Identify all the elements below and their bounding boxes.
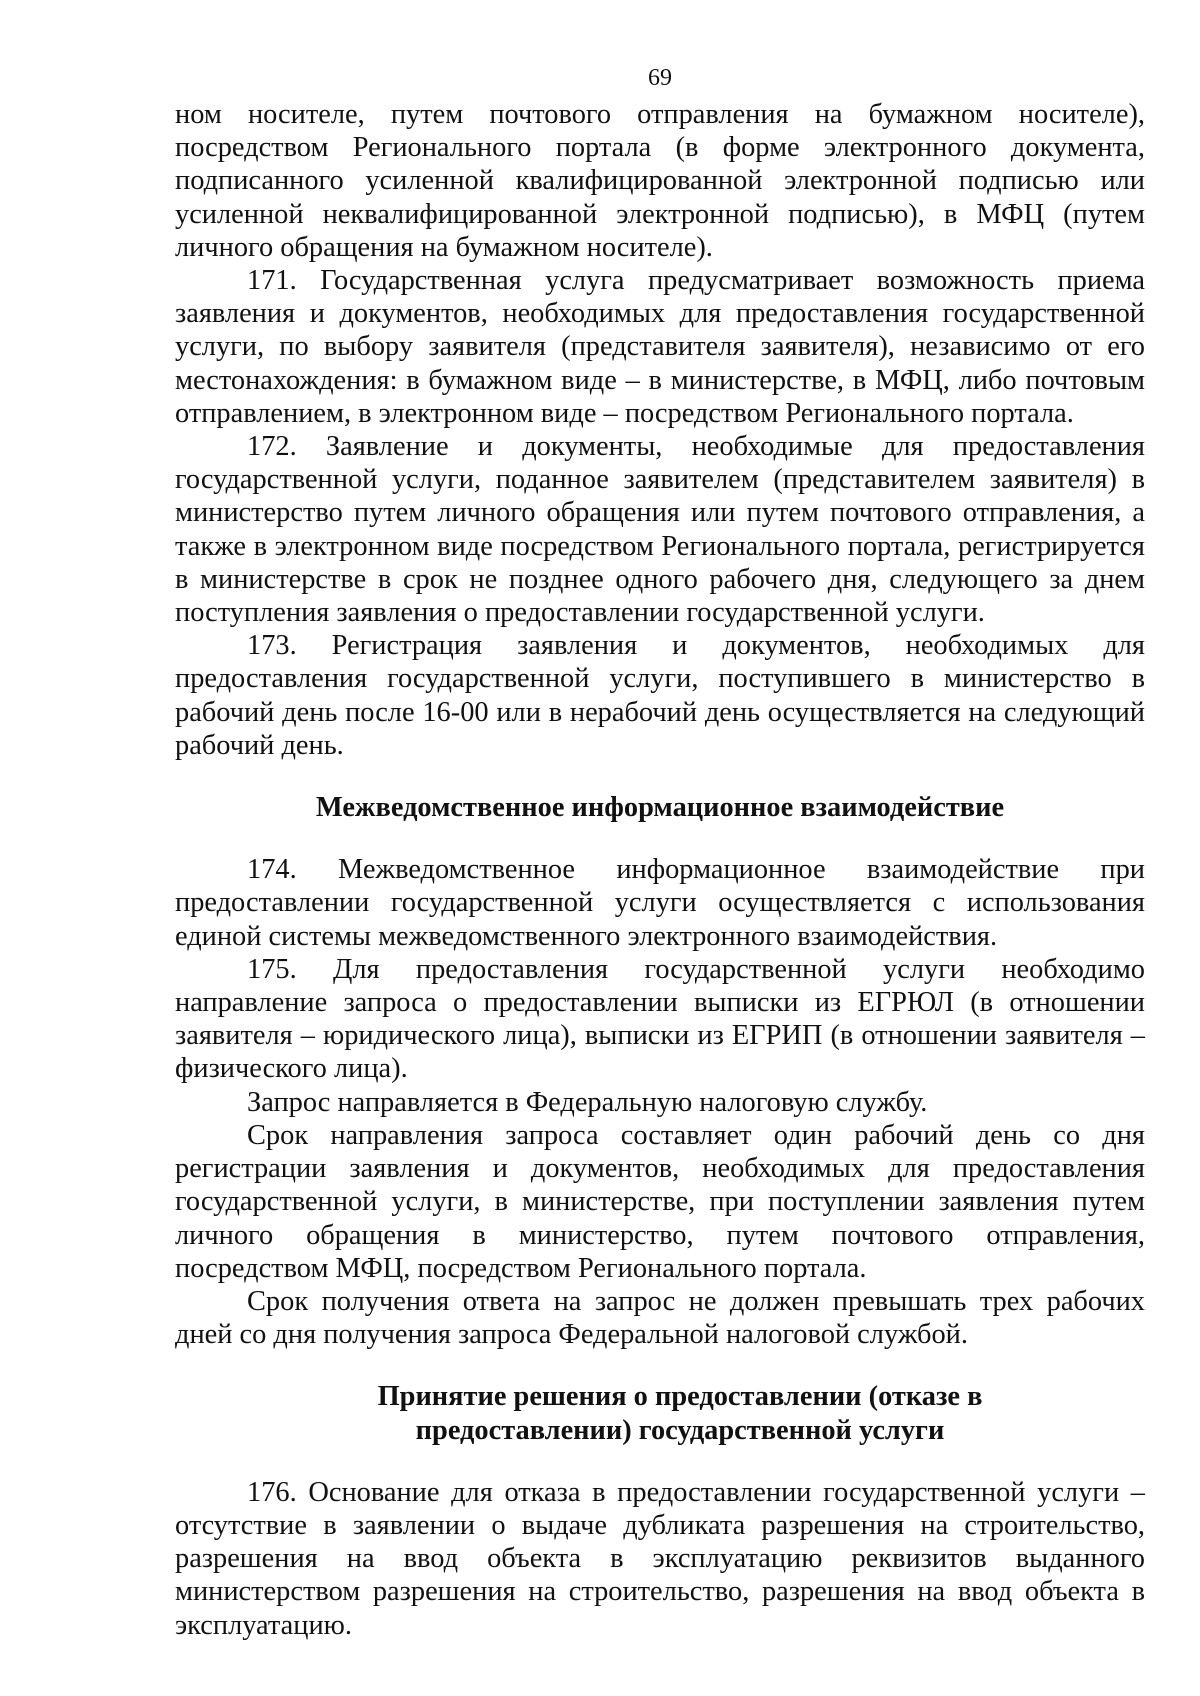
- section-heading-decision: [175, 1380, 1145, 1446]
- paragraph-172: 172. Заявление и документы, необходимые для предоставления государственной услуги, поданное заявителем (представителем заявителя) в министерство путем личного обращения или путем почтового отправления, а также в электронном виде посредством Регионального портала, регистрируется в министерстве в срок не позднее одного рабочего дня, следующего за днем поступления заявления о предоставлении государственной услуги.: [175, 431, 1145, 629]
- paragraph-174: 174. Межведомственное информационное взаимодействие при предоставлении государственной услуги осуществляется с использования единой системы межведомственного электронного взаимодействия.: [175, 854, 1145, 952]
- section-heading-decision-line-2: предоставлении) государственной услуги: [415, 1414, 945, 1446]
- paragraph-response-deadline: Срок получения ответа на запрос не должен превышать трех рабочих дней со дня получения запроса Федеральной налоговой службой.: [175, 1285, 1145, 1351]
- paragraph-171: 171. Государственная услуга предусматривает возможность приема заявления и документов, необходимых для предоставления государственной услуги, по выбору заявителя (представителя заявителя), независимо от его местонахождения: в бумажном виде – в министерстве, в МФЦ, либо почтовым отправлением, в электронном виде – посредством Регионального портала.: [175, 265, 1145, 429]
- paragraph-173: 173. Регистрация заявления и документов, необходимых для предоставления государственной услуги, поступившего в министерство в рабочий день после 16-00 или в нерабочий день осуществляется на следующий рабочий день.: [175, 630, 1145, 761]
- section-heading-decision-line-1: Принятие решения о предоставлении (отказе в: [377, 1381, 983, 1413]
- paragraph-176: 176. Основание для отказа в предоставлении государственной услуги – отсутствие в заявлении о выдаче дубликата разрешения на строительство, разрешения на ввод объекта в эксплуатацию реквизитов выданного министерством разрешения на строительство, разрешения на ввод объекта в эксплуатацию.: [175, 1476, 1145, 1641]
- paragraph-request-sent: Запрос направляется в Федеральную налоговую службу.: [247, 1086, 928, 1118]
- section-heading-interagency: Межведомственное информационное взаимодействие: [315, 792, 1005, 824]
- page-number: 69: [648, 65, 672, 91]
- document-page: [175, 64, 1145, 1642]
- paragraph-continuation: ном носителе, путем почтового отправления на бумажном носителе), посредством Регионального портала (в форме электронного документа, подписанного усиленной квалифицированной электронной подписью или усиленной неквалифицированной электронной подписью), в МФЦ (путем личного обращения на бумажном носителе).: [175, 99, 1145, 263]
- paragraph-request-deadline: Срок направления запроса составляет один рабочий день со дня регистрации заявления и документов, необходимых для предоставления государственной услуги, в министерстве, при поступлении заявления путем личного обращения в министерство, путем почтового отправления, посредством МФЦ, посредством Регионального портала.: [175, 1119, 1145, 1284]
- paragraph-175: 175. Для предоставления государственной услуги необходимо направление запроса о предоставлении выписки из ЕГРЮЛ (в отношении заявителя – юридического лица), выписки из ЕГРИП (в отношении заявителя – физического лица).: [175, 953, 1145, 1085]
